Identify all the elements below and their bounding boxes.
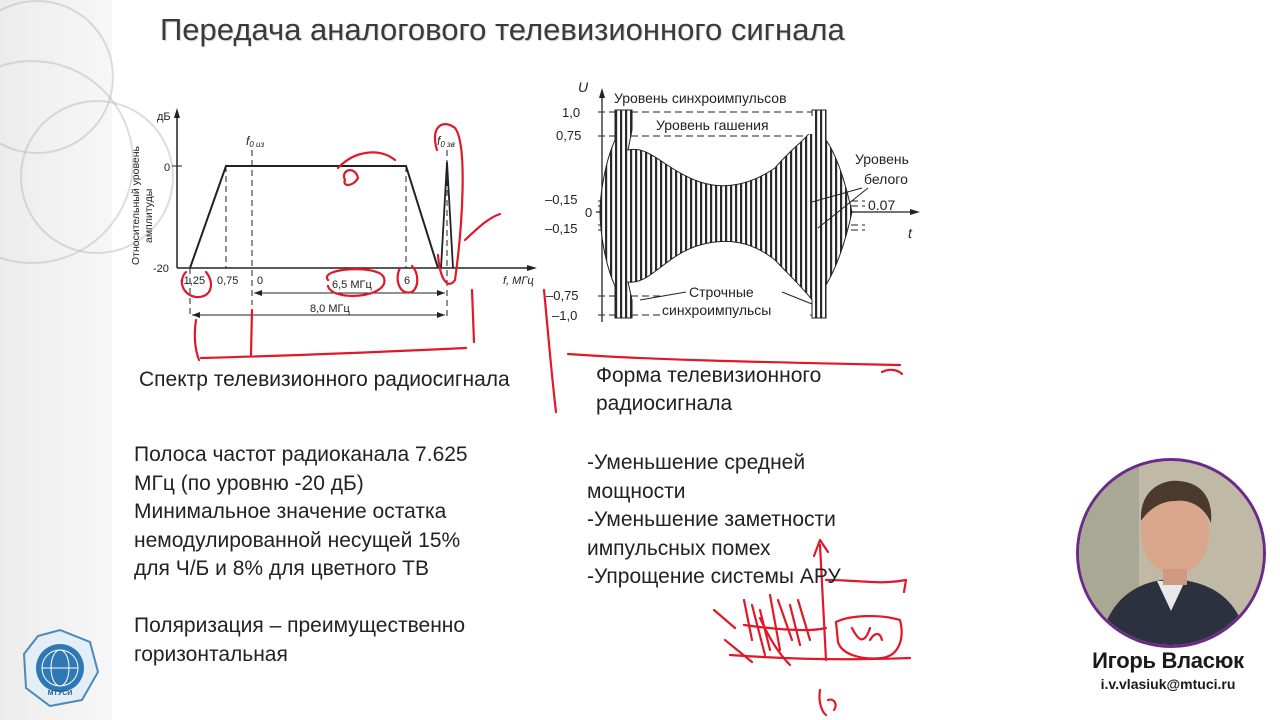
y-axis-label-line2: амплитуды: [143, 188, 155, 243]
x-tick-0: 0: [257, 275, 264, 287]
notes-left-line: Полоса частот радиоканала 7.625: [134, 443, 468, 466]
notes-right-line: -Уменьшение заметности: [587, 508, 836, 531]
x-unit-label: f, МГц: [503, 275, 534, 287]
spectrum-diagram: [128, 95, 558, 330]
notes-left-line: МГц (по уровню -20 дБ): [134, 471, 364, 495]
notes-right-line: -Упрощение системы АРУ: [587, 565, 841, 588]
waveform-caption-line1: Форма телевизионного: [596, 364, 822, 387]
logo-text: МТУСИ: [47, 690, 73, 697]
y-tick-0: 0: [164, 162, 171, 174]
presenter-email: i.v.vlasiuk@mtuci.ru: [1100, 676, 1236, 692]
x-tick-minus1-25: -1,25: [180, 275, 206, 287]
label-white-level-1: Уровень: [855, 151, 909, 167]
x-tick-6: 6: [404, 275, 411, 287]
notes-left-line: немодулированной несущей 15%: [134, 528, 461, 552]
f-video-carrier-label: [246, 134, 264, 149]
level-0-75: 0,75: [556, 128, 582, 143]
y-axis-label-line1: Относительный уровень: [130, 145, 142, 265]
level-0: 0: [585, 205, 593, 220]
t-axis-label: t: [908, 225, 912, 241]
waveform-caption-line2: радиосигнала: [596, 392, 733, 415]
level-1-0: 1,0: [562, 105, 581, 120]
waveform-diagram: [540, 75, 930, 330]
y-axis-label: [130, 143, 155, 265]
notes-left: [134, 441, 468, 669]
label-sync-level: Уровень синхроимпульсов: [614, 90, 787, 106]
label-007: 0.07: [868, 197, 896, 213]
x-tick-0-75: 0,75: [217, 275, 239, 287]
notes-left-spacer: [134, 584, 468, 613]
spectrum-caption: Спектр телевизионного радиосигнала: [139, 368, 510, 391]
slide-title: Передача аналогового телевизионного сигнала: [160, 12, 845, 47]
presenter-avatar: [1079, 461, 1263, 645]
level-minus0-15: –0,15: [545, 221, 578, 236]
bandwidth-label: 8,0 МГц: [310, 303, 350, 315]
f-audio-subscript: 0 зв: [440, 140, 455, 149]
notes-right-line: -Уменьшение средней: [587, 451, 806, 474]
presenter-webcam: [1076, 458, 1266, 648]
x-tick-6-5: 6,5 МГц: [332, 279, 372, 291]
notes-left-line: Поляризация – преимущественно: [134, 614, 466, 637]
notes-right: [587, 449, 841, 592]
notes-left-line: для Ч/Б и 8% для цветного ТВ: [134, 557, 429, 580]
f-audio-symbol: f: [437, 134, 441, 148]
y-tick-minus20: -20: [153, 263, 169, 275]
university-logo: [20, 628, 100, 708]
y-unit-label: дБ: [157, 111, 171, 123]
notes-right-line: мощности: [587, 479, 686, 503]
level-minus0-15-top: –0,15: [545, 192, 578, 207]
level-minus0-75: –0,75: [546, 288, 579, 303]
f-video-symbol: f: [246, 134, 250, 148]
f-video-subscript: 0 из: [249, 140, 265, 149]
presenter-name: Игорь Власюк: [1092, 648, 1244, 673]
label-blanking-level: Уровень гашения: [656, 117, 769, 133]
u-axis-label: U: [578, 79, 589, 95]
notes-left-line: Минимальное значение остатка: [134, 500, 447, 523]
label-line-sync-1: Строчные: [689, 284, 754, 300]
notes-right-line: импульсных помех: [587, 536, 771, 560]
f-audio-carrier-label: [437, 134, 455, 149]
level-minus1-0: –1,0: [552, 308, 578, 323]
label-white-level-2: белого: [864, 171, 908, 187]
label-line-sync-2: синхроимпульсы: [662, 302, 772, 318]
notes-left-line: горизонтальная: [134, 642, 288, 666]
